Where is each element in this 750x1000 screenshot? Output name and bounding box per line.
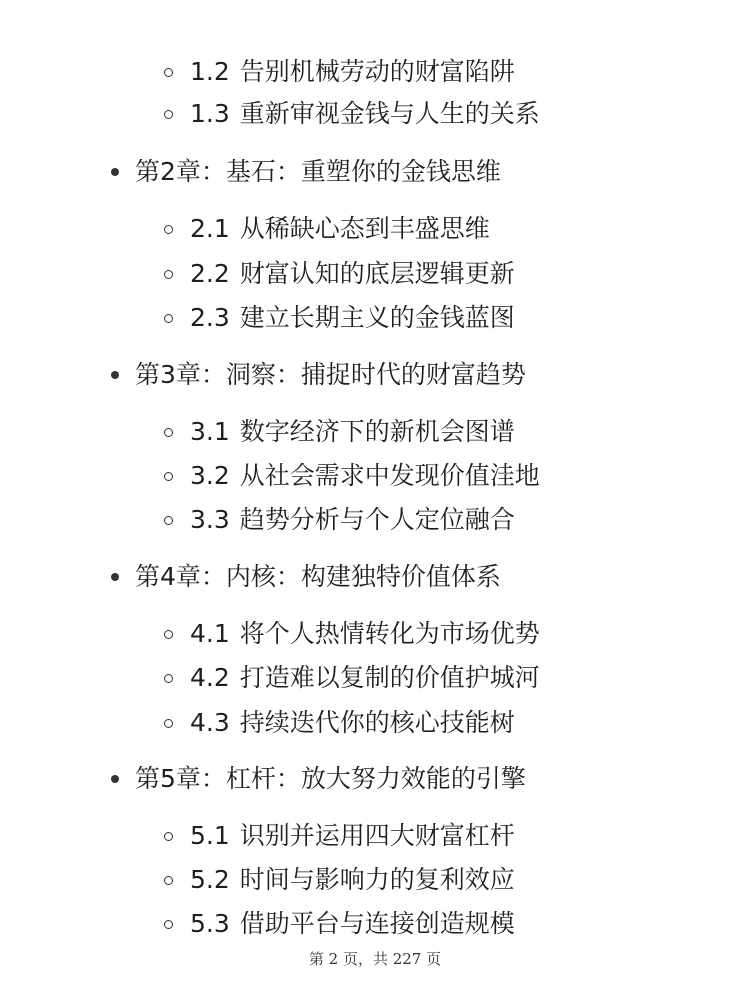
circle-bullet-icon — [164, 428, 173, 437]
section-title: 告别机械劳动的财富陷阱 — [239, 57, 515, 86]
circle-bullet-icon — [164, 225, 173, 234]
section-number: 3.1 — [190, 417, 230, 446]
section-number: 1.3 — [190, 99, 230, 128]
toc-section-2-1 — [164, 209, 490, 249]
toc-section-1-2 — [164, 52, 515, 92]
circle-bullet-icon — [164, 920, 173, 929]
section-title: 趋势分析与个人定位融合 — [239, 505, 515, 534]
circle-bullet-icon — [164, 630, 173, 639]
section-title: 识别并运用四大财富杠杆 — [239, 821, 515, 850]
section-number: 3.3 — [190, 505, 230, 534]
section-title: 重新审视金钱与人生的关系 — [239, 99, 540, 128]
section-title: 时间与影响力的复利效应 — [239, 865, 515, 894]
toc-chapter-2 — [111, 152, 501, 192]
section-title: 持续迭代你的核心技能树 — [239, 708, 515, 737]
circle-bullet-icon — [164, 832, 173, 841]
chapter-title: 第4章：内核：构建独特价值体系 — [135, 562, 501, 591]
toc-chapter-5 — [111, 759, 526, 799]
toc-section-3-3 — [164, 500, 515, 540]
circle-bullet-icon — [164, 110, 173, 119]
section-title: 数字经济下的新机会图谱 — [239, 417, 515, 446]
disc-bullet-icon — [111, 573, 119, 581]
disc-bullet-icon — [111, 775, 119, 783]
section-title: 从稀缺心态到丰盛思维 — [239, 214, 490, 243]
chapter-title: 第5章：杠杆：放大努力效能的引擎 — [135, 764, 526, 793]
page-number-footer: 第 2 页，共 227 页 — [308, 950, 442, 968]
toc-section-5-1 — [164, 816, 515, 856]
circle-bullet-icon — [164, 876, 173, 885]
section-number: 5.1 — [190, 821, 230, 850]
circle-bullet-icon — [164, 719, 173, 728]
toc-section-4-3 — [164, 703, 515, 743]
section-number: 5.3 — [190, 909, 230, 938]
toc-chapter-4 — [111, 557, 501, 597]
section-number: 4.3 — [190, 708, 230, 737]
toc-section-3-2 — [164, 456, 540, 496]
section-title: 从社会需求中发现价值洼地 — [239, 461, 540, 490]
section-title: 打造难以复制的价值护城河 — [239, 663, 540, 692]
circle-bullet-icon — [164, 68, 173, 77]
section-number: 2.2 — [190, 259, 230, 288]
section-title: 将个人热情转化为市场优势 — [239, 619, 540, 648]
section-number: 4.1 — [190, 619, 230, 648]
section-title: 建立长期主义的金钱蓝图 — [239, 303, 515, 332]
circle-bullet-icon — [164, 314, 173, 323]
section-number: 2.3 — [190, 303, 230, 332]
toc-section-3-1 — [164, 412, 515, 452]
circle-bullet-icon — [164, 270, 173, 279]
toc-section-4-1 — [164, 614, 540, 654]
chapter-title: 第3章：洞察：捕捉时代的财富趋势 — [135, 360, 526, 389]
section-title: 借助平台与连接创造规模 — [239, 909, 515, 938]
toc-section-4-2 — [164, 658, 540, 698]
circle-bullet-icon — [164, 516, 173, 525]
disc-bullet-icon — [111, 371, 119, 379]
circle-bullet-icon — [164, 674, 173, 683]
disc-bullet-icon — [111, 168, 119, 176]
toc-section-5-3 — [164, 904, 515, 944]
toc-section-1-3 — [164, 94, 540, 134]
chapter-title: 第2章：基石：重塑你的金钱思维 — [135, 157, 501, 186]
section-number: 4.2 — [190, 663, 230, 692]
section-number: 5.2 — [190, 865, 230, 894]
section-number: 3.2 — [190, 461, 230, 490]
toc-section-2-2 — [164, 254, 515, 294]
toc-section-2-3 — [164, 298, 515, 338]
toc-section-5-2 — [164, 860, 515, 900]
section-number: 2.1 — [190, 214, 230, 243]
circle-bullet-icon — [164, 472, 173, 481]
section-number: 1.2 — [190, 57, 230, 86]
toc-chapter-3 — [111, 355, 526, 395]
section-title: 财富认知的底层逻辑更新 — [239, 259, 515, 288]
